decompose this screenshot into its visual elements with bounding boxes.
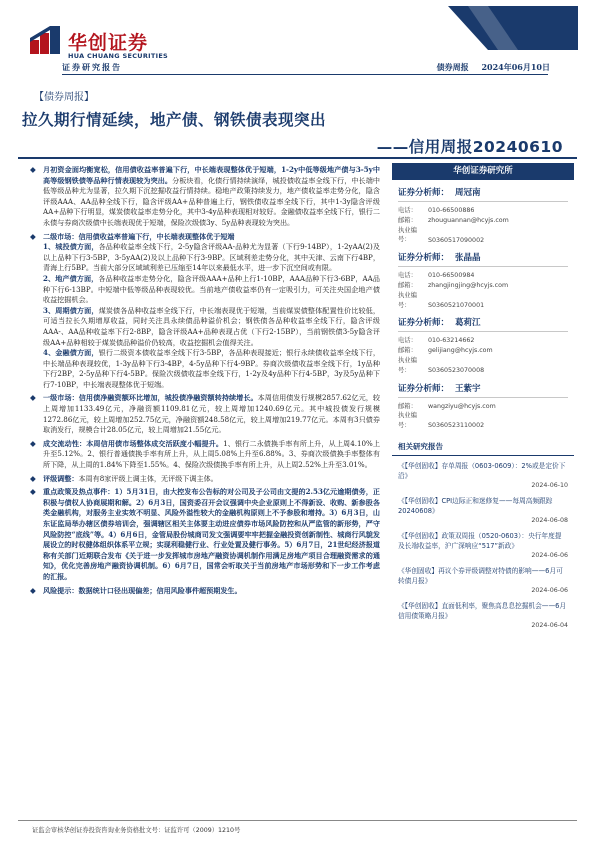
header-decoration [448, 6, 578, 50]
summary-overview: ◆ 月初资金面均衡宽松，信用债收益率普遍下行，中长端表现整体优于短端，1-2y中低等级地产债与3-5y中高等级钢铁债等品种行情表现较为突出。分板块看，化债行情持续演绎，城投债收益率全线下行，中长端中低等级品种尤为显著，拉久期下沉挖掘收益行情持续。稳地产政策持续发力，地产债收益率走势分化，隐含评级AAA、AA品种全线下行，隐含评级AA+品种普遍上行，钢铁债收益率全线下行，其中1-3y隐含评级AA+品种下行明显，煤炭债收益率走势分化，其中3-4y品种表现相对较好。金融债收益率全线下行，银行二永债与券商次级债中长端表现优于短端，保险次级债3y、5y品种表现较为突出。 [30, 165, 380, 229]
analyst-name: 王紫宇 [455, 383, 481, 394]
report-kind: 证券研究报告 [62, 62, 122, 72]
header-bar [18, 6, 577, 66]
report-series: 债券周报 [436, 62, 469, 72]
secondary-market-heading: ◆ 二级市场：信用债收益率普遍下行，中长端表现整体优于短端 [30, 232, 380, 243]
summary-body [30, 165, 380, 596]
related-report-item[interactable]: 《华创固收】再议个券评级调整对特债的影响——6月可转债月报》 2024-06-06 [398, 566, 568, 594]
policy-events: ◆ 重点政策及热点事件：1）5月31日，由大控发布公告标的对公司及子公司由文提的2.53亿元逾期债务，正积极与债权人协商展期和解。2）6月3日，国资委召开会议强调中央企业原则上不得新设、收购、新参股各类金融机构，对服务主业实效不明显、风险外溢性较大的金融机构原则上不予参股和增持。3）6月3日，山东证监局举办辖区债券培训会，强调辖区相关主体要主动进应债券市场风险防控和从严监管的新形势，严守风险防控“底线”等。4）6月6日，金管局股份城商司发文强调要牢牢把握金融投资创新制性、城商行风貌发展设立的时权健体组织体系平立规；实现利稳健行业、行业处置及健行事务。5）6月7日，21世纪经济报道称有关部门近期联合发布《关于进一步发挥城市房地产融资协调机制作用满足房地产项目合理融资需求的通知》，优化完善房地产融资协调机制。6）6月7日，国常会听取关于当前房地产市场形势和下一步工作考虑的汇报。 [30, 487, 380, 582]
analyst-card: 证券分析师： 王紫宇 邮箱： wangziyu@hcyjs.com 执业编号： S0360523110002 [392, 382, 574, 431]
related-report-item[interactable]: 《【华创固收】CPI边际正和迷修复——每周高频跟踪20240608》 2024-06-08 [398, 496, 568, 524]
liquidity: ◆ 成交流动性：本周信用债市场整体成交活跃度小幅提升。1、银行二永债换手率有所上升，从上周4.10%上升至5.12%。2、银行普通债换手率有所上升，从上周5.08%上升至6.88%。3、券商次级债换手率整体有所下降，从上周的1.84%下降至1.55%。4、保险次级债换手率有所上升，从上周2.52%上升至3.01%。 [30, 439, 380, 471]
report-date: 2024年06月10日 [481, 62, 550, 72]
report-subtitle: ——信用周报20240610 [376, 138, 563, 156]
footer-divider [18, 820, 577, 821]
report-meta [427, 62, 550, 73]
analyst-email[interactable]: zhouguannan@hcyjs.com [428, 216, 509, 224]
sidebar [392, 163, 574, 631]
footer-license: 证监会审核华创证券投资咨询业务资格批文号：证监许可（2009）1210号 [32, 827, 241, 834]
analyst-email[interactable]: wangziyu@hcyjs.com [428, 402, 496, 410]
logo-text-en: HUA CHUANG SECURITIES [68, 52, 169, 60]
analyst-name: 周冠南 [455, 188, 481, 198]
header-divider [62, 74, 548, 75]
risk-warning: ◆ 风险提示：数据统计口径出现偏差；信用风险事件超预期发生。 [30, 586, 380, 597]
analyst-card: 证券分析师： 葛莉江 电话： 010-63214662 邮箱： gelijiang@hcyjs.com 执业编号： S0360523070008 [392, 316, 574, 375]
sidebar-heading: 华创证券研究所 [392, 163, 574, 180]
secondary-cyclical-bonds: 3、周期债方面，煤炭债各品种收益率全线下行，中长端表现优于短端，当前煤炭债整体配置性价比较低，可适当拉长久期增厚收益，同时关注具永续债品种溢价机会；钢铁债各品种收益率全线下行，隐含评级AAA-、AA品种收益率下行2-8BP，隐含评级AA+品种表现占优（下行2-15BP），当前钢铁债3-5y隐含评级AA+品种相较于煤炭债品种溢价仍较高，收益挖掘机会值得关注。 [43, 305, 380, 347]
secondary-urban-bonds: 1、城投债方面，各品种收益率全线下行，2-5y隐含评级AA-品种尤为显著（下行9-14BP），1-2yAA(2)及以上品种下行3-5BP，3-5yAA(2)及以上品种下行3-9BP。区域利差走势分化，其中天津、云南下行4BP，青海上行5BP。当前大部分区域域利差已压缩至14年以来最低水平，进一步下沉空间或有限。 [43, 242, 381, 273]
logo-mark-icon [30, 26, 60, 54]
related-report-item[interactable]: 《【华创固收】存单周报（0603-0609）：2%或是定价下沿》 2024-06-10 [398, 461, 568, 489]
secondary-financial-bonds: 4、金融债方面，银行二级资本债收益率全线下行3-5BP，各品种表现接近；银行永续债收益率全线下行，中长端品种表现较优，1-3y品种下行3-4BP，4-5y品种下行4-9BP。券商次级债收益率全线下行，1y品种下行2BP，2-5y品种下行4-5BP。保险次级债收益率全线下行，1-2y及4y品种下行4-5BP，3y及5y品种下行7-10BP，中长端表现整体优于短端。 [43, 348, 380, 389]
related-reports-heading: 相关研究报告 [392, 441, 574, 456]
analyst-name: 张晶晶 [455, 253, 481, 264]
report-title: 拉久期行情延续，地产债、钢铁债表现突出 [22, 111, 327, 129]
related-report-item[interactable]: 《【华创固收】政策双周报（0520-0603）：央行年度提及长端收益率，沪广深响应“517”新政》 2024-06-06 [398, 531, 568, 559]
rating-adjustments: ◆ 评级调整：本周有8家评级上调主体，无评级下调主体。 [30, 474, 380, 485]
analyst-email[interactable]: zhangjingjing@hcyjs.com [428, 281, 509, 289]
analyst-card: 证券分析师： 周冠南 电话： 010-66500886 邮箱： zhouguannan@hcyjs.com 执业编号： S0360517090002 [392, 186, 574, 245]
report-tag: 【债券周报】 [34, 92, 94, 103]
analyst-name: 葛莉江 [455, 318, 481, 329]
primary-market: ◆ 一级市场：信用债净融资额环比增加，城投债净融资额转持续增长。本周信用债发行规模2857.62亿元，较上周增加1133.49亿元，净融资额1109.81亿元，较上周增加1240.69亿元。其中城投债发行规模1272.86亿元，较上周增加252.75亿元，净融资额248.58亿元，较上周增加219.77亿元。本周有3只债券取消发行，规模合计28.05亿元，较上周增加21.55亿元。 [30, 393, 380, 435]
secondary-property-bonds: 2、地产债方面，各品种收益率走势分化，隐含评级AAA+品种上行1-10BP，AAA品种下行3-6BP，AA品种下行6-13BP。中短端中低等级品种表现较优。当前地产债收益率仍有一定吸引力，可关注央国企地产债收益挖掘机会。 [43, 273, 380, 305]
analyst-card: 证券分析师： 张晶晶 电话： 010-66500984 邮箱： zhangjingjing@hcyjs.com 执业编号： S0360521070001 [392, 251, 574, 310]
related-report-item[interactable]: 《【华创固收】直面低利率，聚焦高息息挖掘机会——6月信用债策略月报》 2024-06-04 [398, 601, 568, 629]
analyst-email[interactable]: gelijiang@hcyjs.com [428, 347, 493, 355]
logo-text-cn: 华创证券 [68, 32, 149, 54]
title-divider [18, 157, 577, 159]
